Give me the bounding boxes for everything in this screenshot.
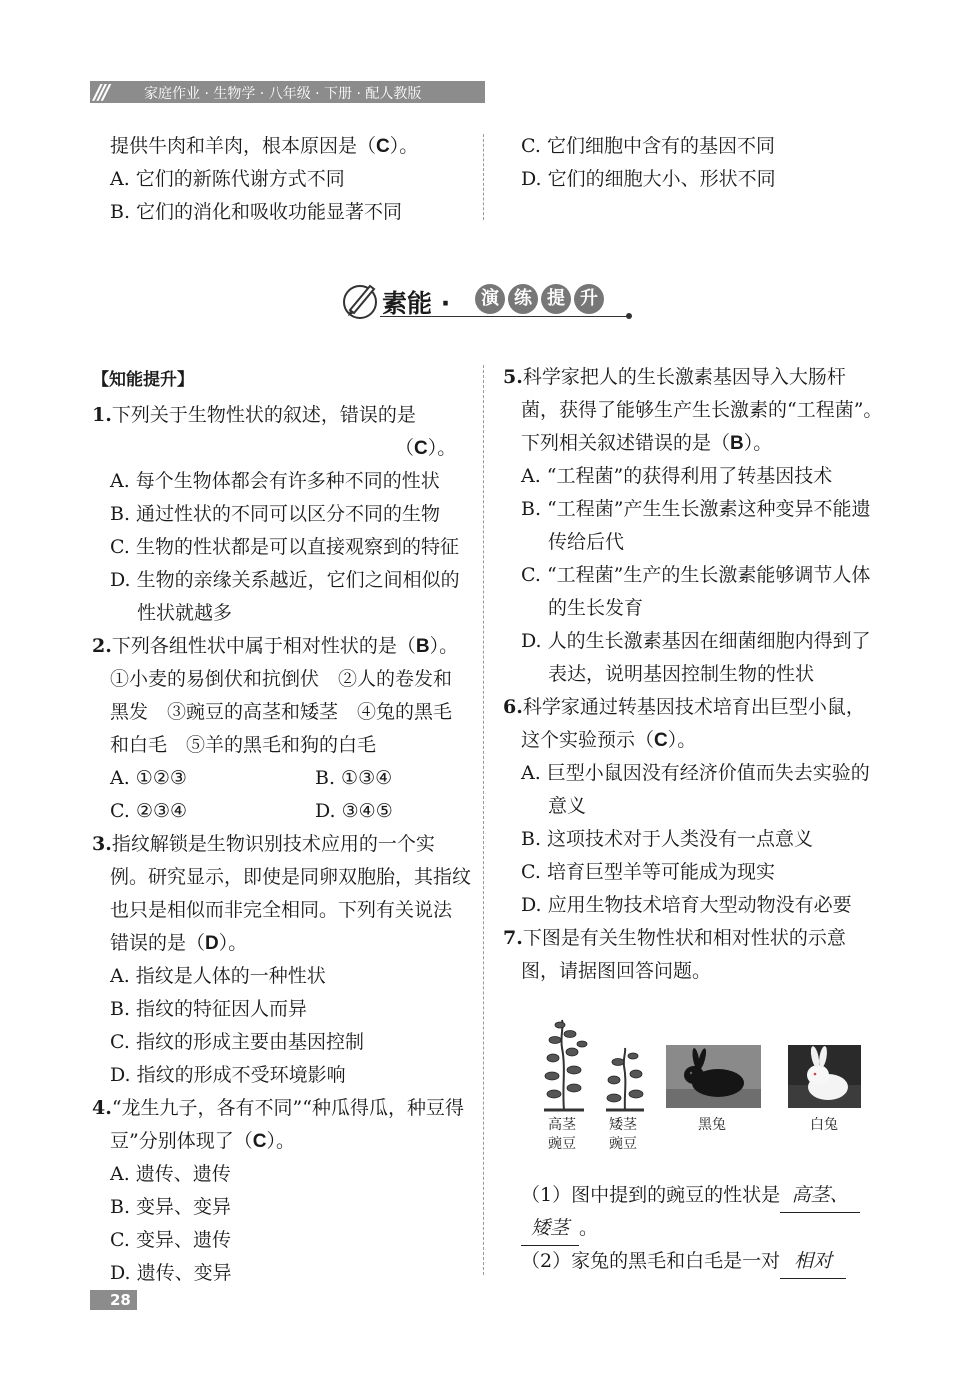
q6-line-1: 6.科学家通过转基因技术培育出巨型小鼠， [503,696,865,718]
top-option-c: C. 它们细胞中含有的基因不同 [521,135,775,157]
header-bar [90,81,485,103]
q1-answer-bracket: （C）。 [395,437,457,459]
q3-option-c: C. 指纹的形成主要由基因控制 [110,1031,364,1053]
black-rabbit-image [666,1045,761,1108]
header-title: 家庭作业 · 生物学 · 八年级 · 下册 · 配人教版 [144,86,422,102]
q1-option-b: B. 通过性状的不同可以区分不同的生物 [110,503,441,525]
q5-option-d-cont: 表达，说明基因控制生物的性状 [548,663,815,685]
answer-q6: C [654,730,668,751]
q4-option-b: B. 变异、变异 [110,1196,232,1218]
caption-white-rabbit: 白兔 [810,1117,838,1133]
q7-part1-cont: 矮茎 。 [521,1212,598,1246]
white-rabbit-image [788,1045,861,1108]
caption-black-rabbit: 黑兔 [698,1117,726,1133]
q4-line-1: 4.“龙生九子，各有不同”“种瓜得瓜，种豆得 [92,1097,464,1119]
q3-line-3: 也只是相似而非完全相同。下列有关说法 [110,899,453,921]
section-char-3: 提 [541,284,571,314]
main-column-divider [483,365,484,1275]
answer-q5: B [730,433,744,454]
q5-option-c: C. “工程菌”生产的生长激素能够调节人体 [521,564,871,586]
q4-option-d: D. 遗传、变异 [110,1262,232,1284]
top-q-stem: 提供牛肉和羊肉，根本原因是（C）。 [110,135,419,157]
q6-option-d: D. 应用生物技术培育大型动物没有必要 [521,894,852,916]
tall-pea-plant-image [538,1018,590,1112]
q6-option-b: B. 这项技术对于人类没有一点意义 [521,828,814,850]
q7-line-2: 图，请据图回答问题。 [521,960,712,982]
q7-part1-answer-1: 高茎、 [780,1179,860,1213]
section-underline [380,316,630,317]
q6-option-a-cont: 意义 [548,795,587,817]
q7-part1: （1）图中提到的豌豆的性状是 高茎、 [521,1179,860,1213]
q3-line-1: 3.指纹解锁是生物识别技术应用的一个实 [92,833,435,855]
q1-stem: 1.下列关于生物性状的叙述，错误的是 [92,404,416,426]
pencil-circle-icon [340,280,380,322]
top-column-divider [483,134,484,220]
q2-option-c: C. ②③④ [110,800,188,822]
q4-line-2: 豆”分别体现了（C）。 [110,1130,295,1152]
q1-option-d: D. 生物的亲缘关系越近，它们之间相似的 [110,569,460,591]
q7-part2-answer: 相对 [780,1245,846,1279]
top-option-a: A. 它们的新陈代谢方式不同 [110,168,345,190]
q7-part1-answer-2: 矮茎 [521,1212,579,1246]
q3-option-a: A. 指纹是人体的一种性状 [110,965,326,987]
q6-line-2: 这个实验预示（C）。 [521,729,697,751]
q5-option-a: A. “工程菌”的获得利用了转基因技术 [521,465,833,487]
q2-line-2: 黑发 ③豌豆的高茎和矮茎 ④兔的黑毛 [110,701,453,723]
section-char-2: 练 [508,284,538,314]
answer-q2: B [415,636,430,657]
answer-q3: D [205,933,219,954]
q2-line-3: 和白毛 ⑤羊的黑毛和狗的白毛 [110,734,377,756]
section-title [340,278,640,324]
q2-option-a: A. ①②③ [110,767,187,789]
section-char-1: 演 [475,284,505,314]
q1-option-c: C. 生物的性状都是可以直接观察到的特征 [110,536,459,558]
q5-option-b: B. “工程菌”产生生长激素这种变异不能遗 [521,498,871,520]
page-number-badge [90,1290,137,1310]
answer-top: C [376,136,390,157]
q5-option-c-cont: 的生长发育 [548,597,644,619]
q7-line-1: 7.下图是有关生物性状和相对性状的示意 [503,927,846,949]
caption-tall-pea: 高茎 豌豆 [548,1117,576,1152]
q3-line-4: 错误的是（D）。 [110,932,248,954]
answer-q4: C [252,1131,267,1152]
q3-line-2: 例。研究显示，即使是同卵双胞胎，其指纹 [110,866,472,888]
top-option-b: B. 它们的消化和吸收功能显著不同 [110,201,403,223]
q5-option-d: D. 人的生长激素基因在细菌细胞内得到了 [521,630,871,652]
q5-line-2: 菌，获得了能够生产生长激素的“工程菌”。 [521,399,883,421]
top-option-d: D. 它们的细胞大小、形状不同 [521,168,776,190]
q6-option-c: C. 培育巨型羊等可能成为现实 [521,861,775,883]
q5-line-1: 5.科学家把人的生长激素基因导入大肠杆 [503,366,846,388]
q4-option-a: A. 遗传、遗传 [110,1163,231,1185]
q5-line-3: 下列相关叙述错误的是（B）。 [521,432,773,454]
q7-part2: （2）家兔的黑毛和白毛是一对 相对 [521,1245,846,1279]
q2-option-b: B. ①③④ [315,767,393,789]
section-heading: 【知能提升】 [92,370,194,390]
q1-option-a: A. 每个生物体都会有许多种不同的性状 [110,470,440,492]
q3-option-b: B. 指纹的特征因人而异 [110,998,308,1020]
page-number: 28 [110,1291,131,1309]
q2-line-1: ①小麦的易倒伏和抗倒伏 ②人的卷发和 [110,668,453,690]
q3-option-d: D. 指纹的形成不受环境影响 [110,1064,346,1086]
q2-stem: 2.下列各组性状中属于相对性状的是（B）。 [92,635,459,657]
answer-q1: C [414,438,428,459]
q6-option-a: A. 巨型小鼠因没有经济价值而失去实验的 [521,762,870,784]
q4-option-c: C. 变异、遗传 [110,1229,231,1251]
q2-option-d: D. ③④⑤ [315,800,393,822]
q5-option-b-cont: 传给后代 [548,531,625,553]
section-prefix: 素能 · [382,289,451,318]
caption-short-pea: 矮茎 豌豆 [609,1117,637,1152]
q1-option-d-cont: 性状就越多 [137,602,233,624]
header-slashes: /// [94,80,107,104]
section-underline-dot [626,313,632,319]
short-pea-plant-image [600,1046,650,1112]
section-char-4: 升 [574,284,604,314]
